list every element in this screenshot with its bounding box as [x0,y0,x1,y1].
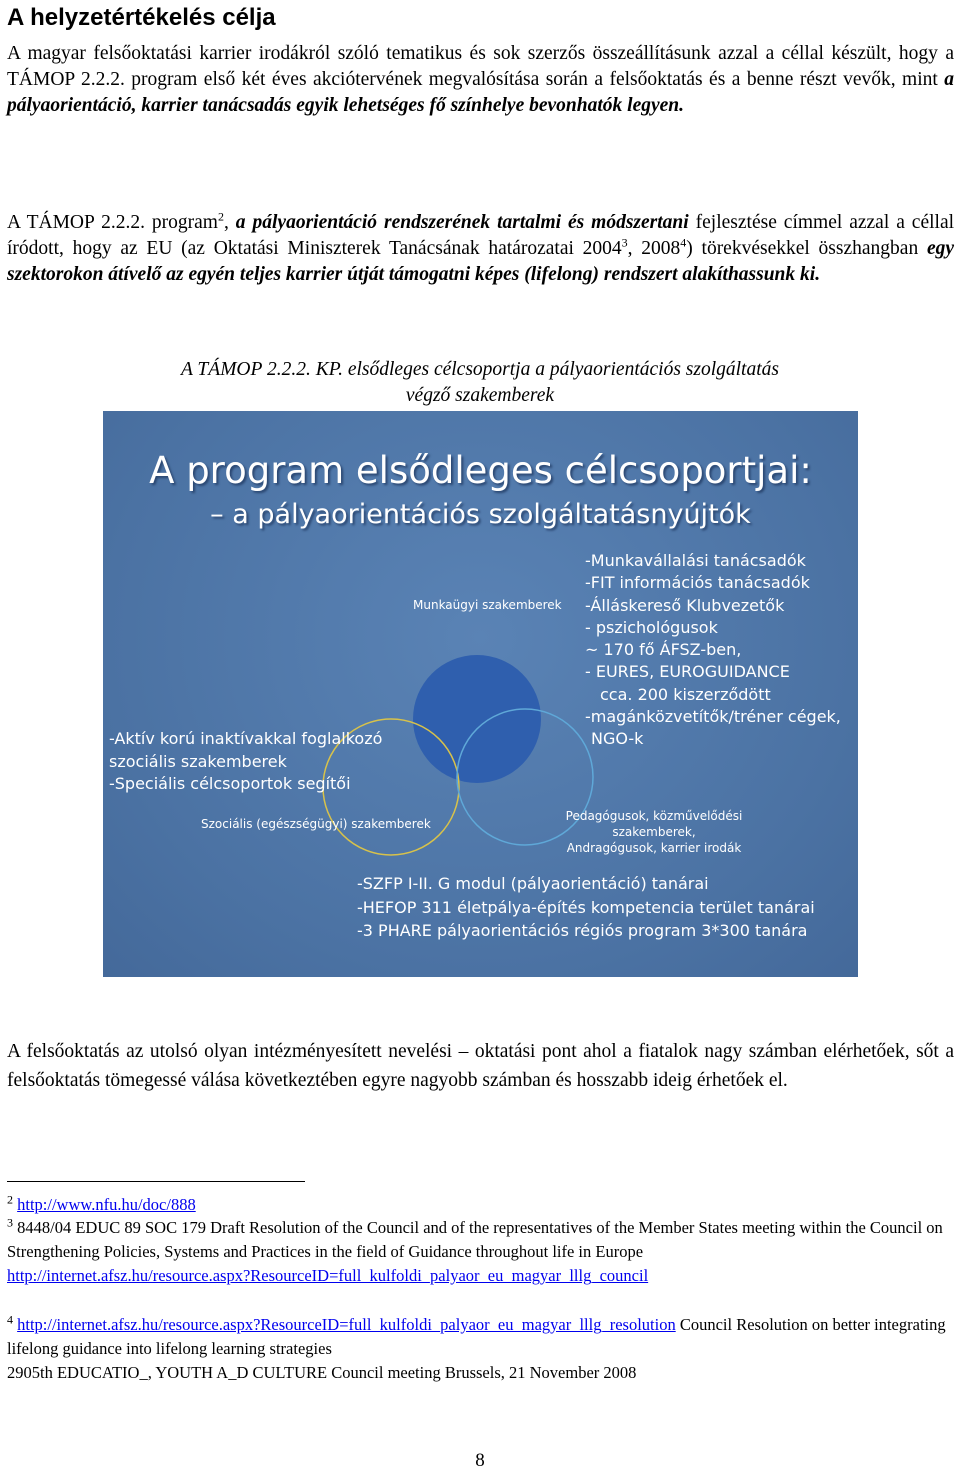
right-list-item: cca. 200 kiszerződött [600,684,771,704]
footnote-2 [7,1193,954,1217]
bottom-list [357,872,815,943]
circle-right-label [529,808,779,856]
right-list-item: - EURES, EUROGUIDANCE [585,662,790,682]
program-text-4: , 2008 [627,238,681,259]
footnote-ref-4[interactable]: 4 [680,235,687,250]
footnote-4-text: Council Resolution on better integrating lifelong guidance into lifelong learning strategies [7,1315,946,1358]
slide-subtitle: – a pályaorientációs szolgáltatásnyújtók [210,499,751,530]
footnote-ref-3[interactable]: 3 [621,235,628,250]
footnote-4-meeting: 2905th EDUCATIO_, YOUTH A_D CULTURE Council meeting Brussels, 21 November 2008 [7,1363,637,1382]
footnote-divider [7,1181,305,1182]
intro-text: A magyar felsőoktatási karrier irodákról szóló tematikus és sok szerzős összeállításunk azzal a céllal készült, hogy a TÁMOP 2.2.2. program első két éves akciótervének megvalósítása során a felsőoktatás és a benne részt vevők, mint [7,43,954,90]
circle-top-label: Munkaügyi szakemberek [413,598,562,612]
footnote-2-link[interactable]: http://www.nfu.hu/doc/888 [17,1195,196,1214]
slide-figure [103,411,858,977]
footnote-4-number: 4 [7,1312,13,1327]
footnote-3-text: 8448/04 EDUC 89 SOC 179 Draft Resolution of the Council and of the representatives of the Member States meeting within the Council on Strengthening Policies, Systems and Practices in the field of Guidance throughout life in Europe [7,1218,943,1261]
footnote-4 [7,1313,954,1385]
left-list-item: szociális szakemberek [109,751,287,771]
footnote-3-link[interactable]: http://internet.afsz.hu/resource.aspx?ResourceID=full_kulfoldi_palyaor_eu_magyar_lllg_council [7,1266,649,1285]
footnote-3-number: 3 [7,1215,13,1230]
figure-caption: A TÁMOP 2.2.2. KP. elsődleges célcsoportja a pályaorientációs szolgáltatás végző szakemberek [181,359,779,406]
left-list [109,728,382,796]
right-list-item: -magánközvetítők/tréner cégek, [585,707,841,727]
top-circle [413,655,541,783]
bottom-list-item: -SZFP I-II. G modul (pályaorientáció) tanárai [357,874,709,893]
circle-right-label-line-2: Andragógusok, karrier irodák [566,841,742,855]
right-list-item: NGO-k [591,729,644,749]
page-number: 8 [475,1450,485,1471]
right-list-item: ~ 170 fő ÁFSZ-ben, [585,640,742,660]
slide-title: A program elsődleges célcsoportjai: [149,449,812,492]
intro-emphasis: a pályaorientáció, karrier tanácsadás egyik lehetséges fő színhelye bevonhatók legyen. [7,69,954,116]
program-paragraph [7,210,954,288]
bottom-list-item: -3 PHARE pályaorientációs régiós program 3*300 tanára [357,921,808,940]
right-list [585,550,841,751]
footnote-4-link[interactable]: http://internet.afsz.hu/resource.aspx?ResourceID=full_kulfoldi_palyaor_eu_magyar_lllg_resolution [17,1315,676,1334]
intro-paragraph [7,41,954,119]
right-list-item: -Munkavállalási tanácsadók [585,551,806,570]
right-list-item: -FIT információs tanácsadók [585,573,810,593]
closing-paragraph: A felsőoktatás az utolsó olyan intézményesített nevelési – oktatási pont ahol a fiatalok nagy számban elérhetőek, sőt a felsőoktatás tömegessé válása következtében egyre nagyobb számban és hosszabb ideig érhetőek el. [7,1041,954,1091]
program-text-2: , [223,212,236,233]
right-list-item: - pszichológusok [585,617,718,637]
footnote-ref-2[interactable]: 2 [217,209,224,224]
program-text-3: fejlesztése címmel azzal a céllal íródott, hogy az EU (az Oktatási Miniszterek Tanácsának határozatai 2004 [7,212,955,259]
left-list-item: -Aktív korú inaktívakkal foglalkozó [109,729,383,748]
circle-right-label-line-1: Pedagógusok, közművelődési szakemberek, [565,809,743,839]
program-emphasis-2: egy szektorokon átívelő az egyén teljes karrier útját támogatni képes (lifelong) rendszert alakíthassunk ki. [7,238,955,285]
footnote-2-number: 2 [7,1192,13,1207]
program-text-5: ) törekvésekkel összhangban [686,238,927,259]
right-list-item: -Álláskereső Klubvezetők [585,595,785,615]
circle-left-label: Szociális (egészségügyi) szakemberek [201,817,431,831]
left-list-item: -Speciális célcsoportok segítői [109,774,351,793]
section-heading: A helyzetértékelés célja [7,4,276,31]
program-text-1: A TÁMOP 2.2.2. program [7,212,218,233]
bottom-list-item: -HEFOP 311 életpálya-építés kompetencia terület tanárai [357,897,815,917]
footnote-3 [7,1216,954,1288]
program-emphasis-1: a pályaorientáció rendszerének tartalmi és módszertani [235,212,689,233]
